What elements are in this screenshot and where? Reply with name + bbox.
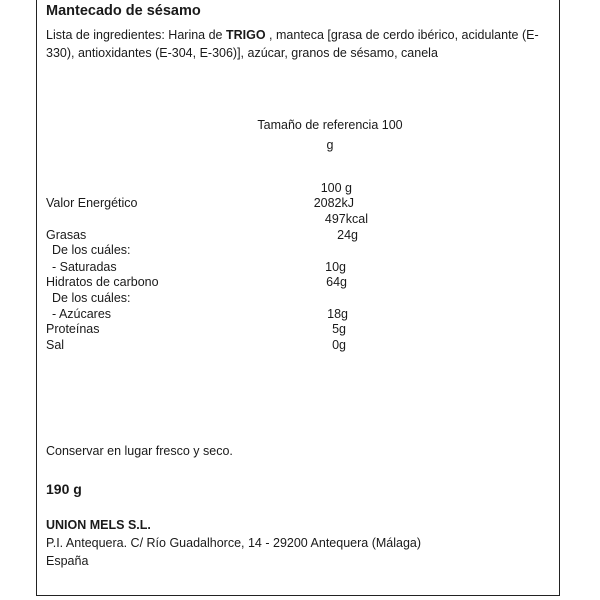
salt-value: 0g bbox=[332, 338, 346, 352]
sugars-value: 18g bbox=[327, 307, 348, 321]
product-title: Mantecado de sésamo bbox=[46, 3, 201, 19]
manufacturer-address: P.I. Antequera. C/ Río Guadalhorce, 14 - 29200 Antequera (Málaga) bbox=[46, 536, 422, 550]
ingredients-rest: , manteca [grasa de cerdo ibérico, acidulante (E-330), antioxidantes (E-304, E-306)], azúcar, granos de sésamo, canela bbox=[46, 28, 539, 60]
protein-label: Proteínas bbox=[46, 322, 100, 336]
reference-size-line1: Tamaño de referencia 100 bbox=[257, 118, 403, 132]
ingredients-list bbox=[46, 26, 546, 62]
carbs-value: 64g bbox=[326, 275, 347, 289]
fat-value: 24g bbox=[337, 228, 358, 242]
allergen-highlight: TRIGO bbox=[225, 28, 266, 42]
reference-size bbox=[230, 115, 430, 155]
energy-label: Valor Energético bbox=[46, 196, 138, 210]
net-weight: 190 g bbox=[46, 481, 82, 497]
energy-kcal-value: 497kcal bbox=[324, 212, 368, 226]
manufacturer-country: España bbox=[46, 554, 89, 568]
manufacturer-name: UNION MELS S.L. bbox=[46, 518, 151, 532]
energy-kj-value: 2082kJ bbox=[313, 196, 354, 210]
saturated-label: - Saturadas bbox=[52, 260, 117, 274]
carbs-of-which-label: De los cuáles: bbox=[52, 291, 131, 305]
salt-label: Sal bbox=[46, 338, 65, 352]
fat-label: Grasas bbox=[46, 228, 87, 242]
saturated-value: 10g bbox=[325, 260, 346, 274]
reference-size-line2: g bbox=[326, 138, 334, 152]
carbs-label: Hidratos de carbono bbox=[46, 275, 159, 289]
storage-instructions: Conservar en lugar fresco y seco. bbox=[46, 444, 233, 458]
fat-of-which-label: De los cuáles: bbox=[52, 243, 131, 257]
protein-value: 5g bbox=[332, 322, 346, 336]
ingredients-prefix: Lista de ingredientes: Harina de bbox=[46, 28, 226, 42]
nutrition-column-header: 100 g bbox=[320, 181, 352, 195]
sugars-label: - Azúcares bbox=[52, 307, 112, 321]
